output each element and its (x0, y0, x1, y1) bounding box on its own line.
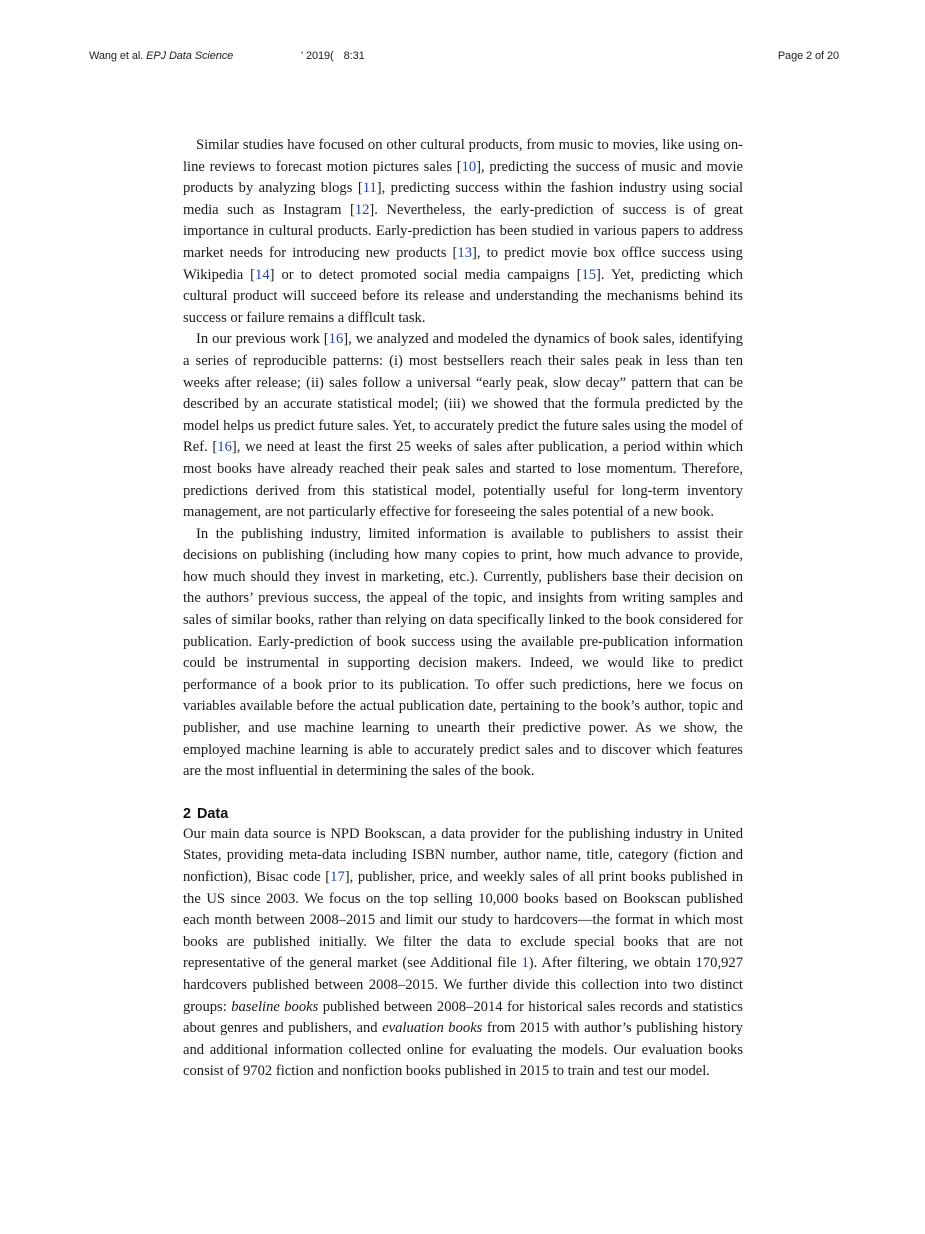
text: from 2015 with author’s publishing history and additional information collected online for evaluating the models. Our evaluation books consist of 9702 fiction and nonfiction books published in 2015 to train and test our model. (183, 1020, 743, 1080)
text: ], publisher, price, and weekly sales of all print books published in the US since 2003. We focus on the top selling 10,000 books based on Bookscan published each month between 2008–2015 and limit our study to hardcovers—the format in which most books are published initially. We filter the data to exclude special books that are not representative of the general market (see Additional file (183, 869, 743, 972)
citation-link[interactable]: 15 (581, 266, 597, 283)
citation-link[interactable]: 16 (217, 439, 232, 456)
citation-link[interactable]: 11 (362, 180, 377, 197)
paragraph-4 (183, 824, 743, 1083)
citation-link[interactable]: 13 (457, 244, 472, 261)
header-journal: EPJ Data Science (146, 50, 234, 62)
running-header (89, 50, 839, 66)
citation-link[interactable]: 10 (461, 158, 477, 175)
text: ], we need at least the first 25 weeks of sales after publication, a period within which most books have already reached their peak sales and started to lose momentum. Therefore, predictions derived from this statistical model, potentially useful for long-term inventory management, are not particularly effective for foreseeing the sales potential of a new book. (183, 439, 744, 521)
text: ], predicting the success of music and movie products by analyzing blogs [ (183, 158, 743, 197)
text: ], we analyzed and modeled the dynamics of book sales, identifying a series of reproducible patterns: (i) most bestsellers reach their sales peak in less than ten weeks after release; (ii) sales follow a universal “early peak, slow decay” pattern that can be described by an accurate statistical model; (iii) we showed that the formula predicted by the model helps us predict future sales. Yet, to accurately predict the future sales using the model of Ref. [ (183, 331, 743, 456)
paragraph-3: In the publishing industry, limited information is available to publishers to assist their decisions on publishing (including how many copies to print, how much advance to provide, how much should they invest in marketing, etc.). Currently, publishers base their decision on the authors’ previous success, the appeal of the topic, and insights from writing samples and sales of similar books, rather than relying on data specifically linked to the book considered for publication. Early-prediction of book success using the available pre-publication information could be instrumental in supporting decision makers. Indeed, we would like to predict performance of a book prior to its publication. To offer such predictions, here we focus on variables available before the actual publication date, pertaining to the book’s author, topic and publisher, and use machine learning to unearth their predictive power. As we show, the employed machine learning is able to accurately predict sales and to discover which features are the most influential in determining the sales of the book. (183, 525, 743, 780)
text: ]. Nevertheless, the early-prediction of success is of great importance in cultural products. Early-prediction has been studied in various papers to address market needs for introducing new products [ (183, 201, 743, 261)
header-authors: Wang et al. (89, 50, 144, 62)
citation-link[interactable]: 16 (328, 331, 344, 348)
text: ). After filtering, we obtain 170,927 hardcovers published between 2008–2015. We further divide this collection into two distinct groups: (183, 955, 743, 1015)
text: published between 2008–2014 for historical sales records and statistics about genres and publishers, and (183, 998, 743, 1037)
text: Our main data source is NPD Bookscan, a data provider for the publishing industry in United States, providing meta-data including ISBN number, author name, title, category (fiction and nonfiction), Bisac code [ (183, 825, 743, 885)
citation-link[interactable]: 12 (354, 201, 370, 218)
text: ]. Yet, predicting which cultural product will succeed before its release and understanding the mechanisms behind its success or failure remains a difflcult task. (183, 266, 743, 326)
text: Similar studies have focused on other cultural products, from music to movies, like using on-line reviews to forecast motion pictures sales [ (183, 137, 743, 175)
text: In our previous work [ (196, 331, 329, 348)
section-number: 2 (183, 805, 192, 822)
page-number: Page 2 of 20 (777, 50, 839, 62)
section-heading (183, 804, 743, 824)
text: ] or to detect promoted social media campaigns [ (269, 266, 582, 283)
header-volume: 8:31 (343, 50, 365, 62)
article-body (183, 135, 743, 1083)
citation-link[interactable]: 17 (330, 869, 345, 885)
citation-link[interactable]: 14 (255, 266, 270, 283)
section-title: Data (197, 805, 229, 822)
emphasis: evaluation books (382, 1020, 483, 1037)
additional-file-link[interactable]: 1 (521, 955, 529, 972)
text: ], to predict movie box offlce success using Wikipedia [ (183, 244, 743, 283)
header-year: ' 2019( (301, 50, 334, 62)
header-volume-info (301, 50, 375, 62)
text: ], predicting success within the fashion industry using social media such as Instagram [ (183, 180, 743, 218)
emphasis: baseline books (231, 998, 319, 1015)
header-citation (89, 50, 233, 62)
paragraph-1 (183, 135, 743, 329)
paragraph-2 (183, 329, 743, 523)
